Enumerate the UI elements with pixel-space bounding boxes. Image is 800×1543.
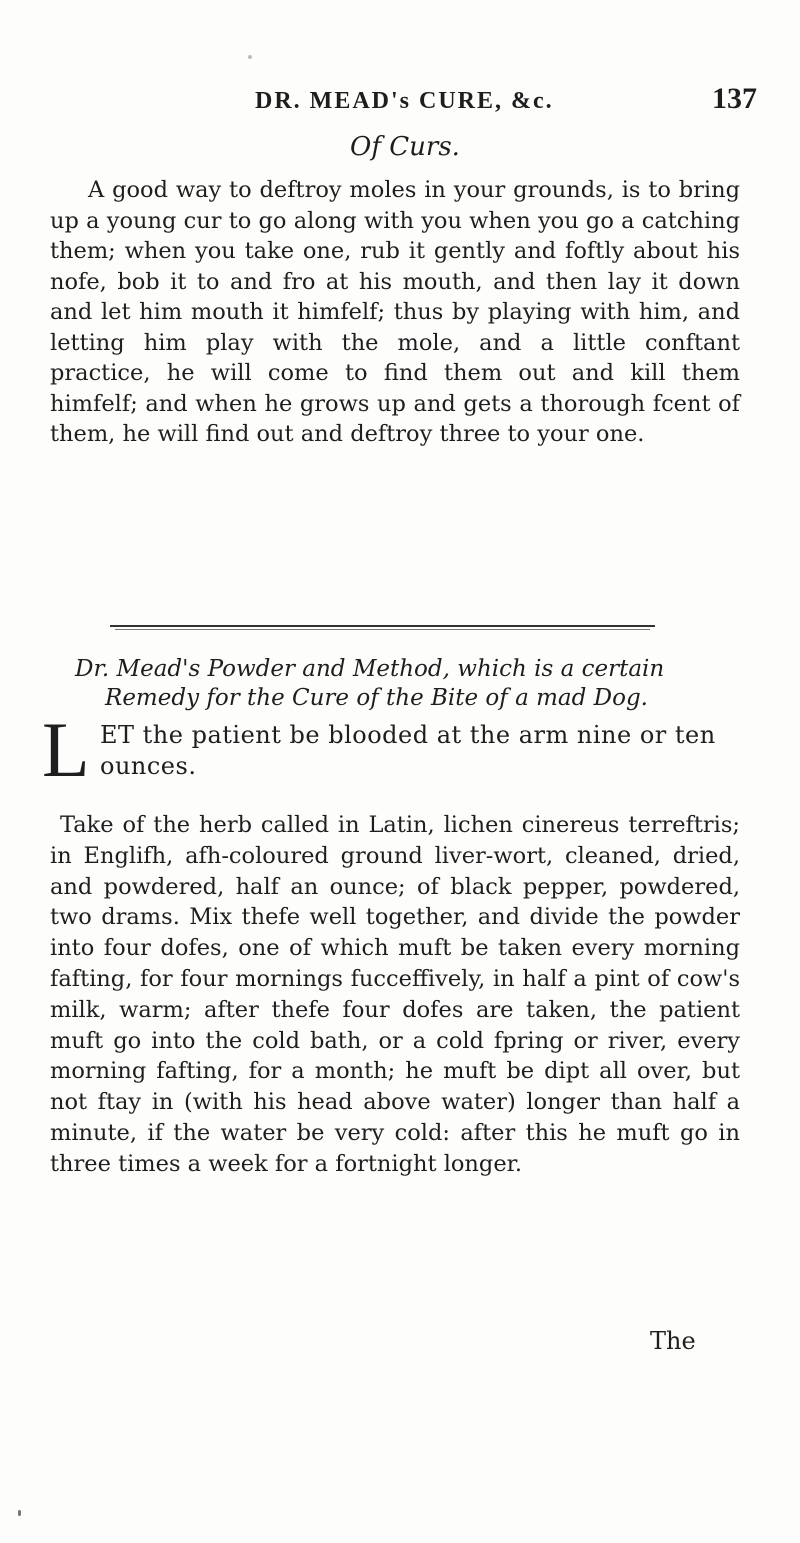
remedy-heading: [75, 655, 735, 713]
paragraph-bleeding: ET the patient be blooded at the arm nine or ten ounces.: [100, 721, 716, 780]
running-head: [0, 82, 800, 128]
paragraph-moles: A good way to deftroy moles in your grounds, is to bring up a young cur to go along with you when you go a catching them; when you take one, rub it gently and foftly about his nofe, bob it to and fro at his mouth, and then lay it down and let him mouth it himfelf; thus by playing with him, and letting him play with the mole, and a little conftant practice, he will come to find them out and kill them himfelf; and when he grows up and gets a thorough fcent of them, he will find out and deftroy three to your one.: [50, 177, 740, 447]
remedy-heading-line-2: Remedy for the Cure of the Bite of a mad Dog.: [105, 685, 648, 711]
page-number: 137: [712, 82, 757, 115]
section-divider: [110, 625, 655, 627]
running-head-title: DR. MEAD's CURE, &c.: [255, 88, 554, 114]
ink-speck: [18, 1510, 21, 1516]
paragraph-recipe: Take of the herb called in Latin, lichen cinereus terreftris; in Englifh, afh-coloured ground liver-wort, cleaned, dried, and powdered, half an ounce; of black pepper, powdered, two drams. Mix thefe well together, and divide the powder into four dofes, one of which muft be taken every morning fafting, for four mornings fucceffively, in half a pint of cow's milk, warm; after thefe four dofes are taken, the patient muft go into the cold bath, or a cold fpring or river, every morning fafting, for a month; he muft be dipt all over, but not ftay in (with his head above water) longer than half a minute, if the water be very cold: after this he muft go in three times a week for a fortnight longer.: [50, 812, 740, 1177]
catchword: The: [650, 1327, 696, 1355]
section-divider-thin: [115, 629, 650, 630]
ink-speck: [248, 55, 252, 59]
section-heading: Of Curs.: [350, 132, 460, 162]
drop-cap: L: [42, 706, 90, 793]
remedy-heading-line-1: Dr. Mead's Powder and Method, which is a certain: [75, 656, 665, 682]
